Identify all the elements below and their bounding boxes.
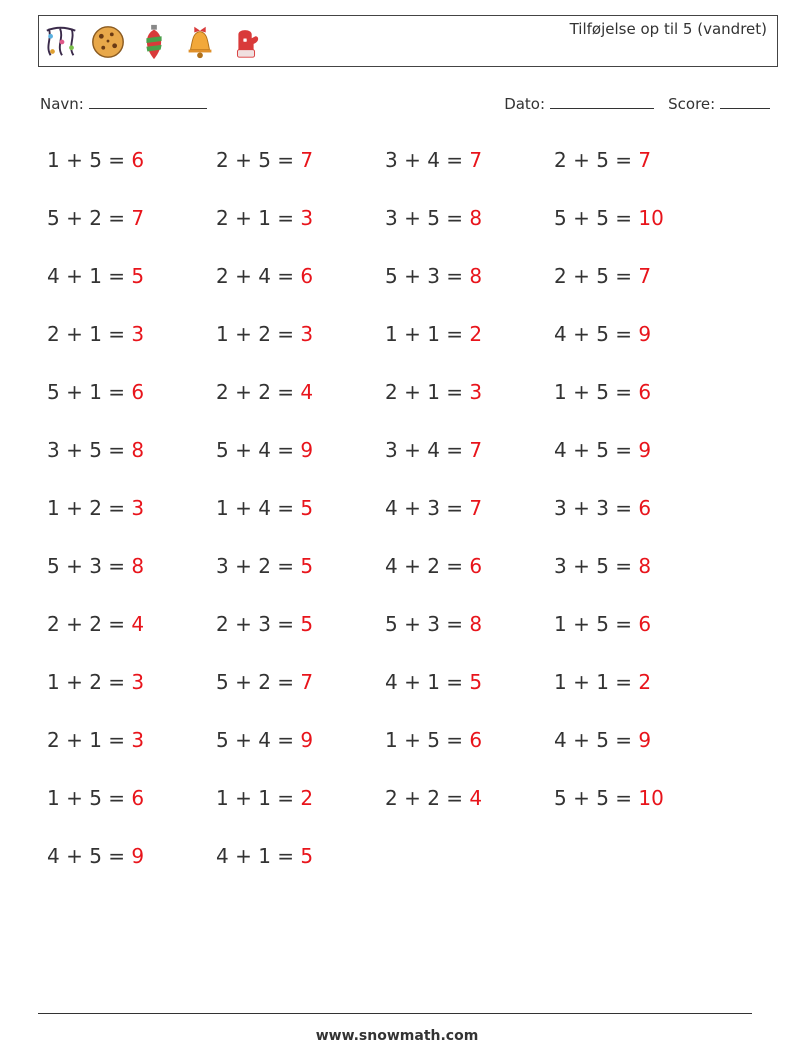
problem-item (385, 724, 554, 782)
ornament-icon (135, 23, 173, 61)
problem-question: 5 + 5 = (554, 206, 639, 230)
problem-question: 3 + 3 = (554, 496, 639, 520)
problem-question: 3 + 5 = (385, 206, 470, 230)
problem-item (385, 492, 554, 550)
problem-question: 2 + 5 = (554, 148, 639, 172)
problem-item (216, 260, 385, 318)
problem-question: 1 + 1 = (385, 322, 470, 346)
problem-answer: 5 (300, 496, 314, 520)
problem-question: 4 + 5 = (554, 322, 639, 346)
problem-question: 4 + 5 = (47, 844, 132, 868)
problem-item (216, 782, 385, 840)
problem-item (216, 202, 385, 260)
problem-answer: 8 (638, 554, 652, 578)
problem-question: 4 + 1 = (47, 264, 132, 288)
problem-item (47, 666, 216, 724)
problem-question: 1 + 4 = (216, 496, 301, 520)
problem-item (216, 492, 385, 550)
problem-question: 2 + 2 = (47, 612, 132, 636)
problem-grid (47, 144, 747, 898)
name-blank[interactable] (89, 94, 207, 109)
date-score-fields (504, 94, 770, 113)
problem-item (385, 666, 554, 724)
problem-question: 1 + 5 = (554, 612, 639, 636)
problem-answer: 7 (131, 206, 145, 230)
problem-question: 5 + 3 = (385, 612, 470, 636)
problem-question: 2 + 1 = (47, 728, 132, 752)
problem-item (554, 318, 723, 376)
problem-item (47, 202, 216, 260)
worksheet-title: Tilføjelse op til 5 (vandret) (569, 20, 767, 38)
problem-answer: 8 (131, 554, 145, 578)
problem-question: 5 + 2 = (216, 670, 301, 694)
problem-item (554, 202, 723, 260)
problem-question: 5 + 2 = (47, 206, 132, 230)
problem-answer: 5 (469, 670, 483, 694)
problem-item (385, 144, 554, 202)
problem-answer: 10 (638, 206, 664, 230)
problem-question: 3 + 4 = (385, 148, 470, 172)
problem-answer: 6 (638, 612, 652, 636)
problem-item (385, 782, 554, 840)
problem-item (216, 724, 385, 782)
problem-item (47, 782, 216, 840)
problem-question: 2 + 5 = (554, 264, 639, 288)
problem-question: 2 + 4 = (216, 264, 301, 288)
problem-question: 1 + 5 = (554, 380, 639, 404)
problem-answer: 5 (300, 612, 314, 636)
problem-item (385, 550, 554, 608)
name-field (40, 94, 207, 113)
problem-question: 4 + 3 = (385, 496, 470, 520)
problem-question: 2 + 2 = (385, 786, 470, 810)
problem-item (554, 492, 723, 550)
problem-item (47, 376, 216, 434)
footer-divider (38, 1013, 752, 1014)
problem-item (47, 260, 216, 318)
problem-answer: 8 (469, 206, 483, 230)
problem-answer: 6 (638, 496, 652, 520)
problem-question: 5 + 3 = (385, 264, 470, 288)
problem-answer: 6 (300, 264, 314, 288)
footer-url: www.snowmath.com (315, 1028, 479, 1044)
problem-question: 4 + 5 = (554, 728, 639, 752)
problem-question: 1 + 1 = (554, 670, 639, 694)
problem-item (216, 840, 385, 898)
problem-answer: 2 (638, 670, 652, 694)
problem-item (385, 318, 554, 376)
problem-answer: 8 (469, 264, 483, 288)
problem-item (47, 724, 216, 782)
problem-answer: 9 (300, 438, 314, 462)
problem-item (385, 202, 554, 260)
score-blank[interactable] (720, 94, 770, 109)
problem-question: 1 + 5 = (47, 786, 132, 810)
problem-question: 2 + 3 = (216, 612, 301, 636)
mitten-icon (227, 23, 265, 61)
problem-item (216, 434, 385, 492)
problem-item (216, 318, 385, 376)
problem-item (47, 550, 216, 608)
problem-answer: 7 (469, 496, 483, 520)
problem-item (554, 260, 723, 318)
problem-question: 5 + 1 = (47, 380, 132, 404)
problem-answer: 6 (131, 380, 145, 404)
problem-item (47, 318, 216, 376)
problem-item (385, 608, 554, 666)
problem-item (554, 608, 723, 666)
problem-item (385, 376, 554, 434)
problem-answer: 7 (638, 264, 652, 288)
problem-question: 2 + 5 = (216, 148, 301, 172)
problem-item (216, 608, 385, 666)
problem-answer: 3 (131, 728, 145, 752)
problem-item (554, 144, 723, 202)
problem-answer: 3 (131, 496, 145, 520)
problem-question: 5 + 4 = (216, 728, 301, 752)
problem-answer: 9 (300, 728, 314, 752)
problem-answer: 4 (469, 786, 483, 810)
problem-answer: 6 (469, 554, 483, 578)
problem-question: 2 + 1 = (385, 380, 470, 404)
problem-item (47, 492, 216, 550)
problem-question: 4 + 1 = (216, 844, 301, 868)
problem-question: 1 + 2 = (47, 670, 132, 694)
problem-answer: 3 (131, 670, 145, 694)
problem-answer: 4 (300, 380, 314, 404)
bell-icon (181, 23, 219, 61)
problem-question: 3 + 5 = (554, 554, 639, 578)
problem-answer: 2 (300, 786, 314, 810)
problem-answer: 5 (300, 554, 314, 578)
problem-item (554, 666, 723, 724)
problem-question: 2 + 2 = (216, 380, 301, 404)
problem-item (47, 434, 216, 492)
problem-answer: 6 (638, 380, 652, 404)
problem-answer: 9 (638, 728, 652, 752)
problem-question: 4 + 5 = (554, 438, 639, 462)
problem-answer: 2 (469, 322, 483, 346)
problem-question: 4 + 1 = (385, 670, 470, 694)
problem-question: 3 + 4 = (385, 438, 470, 462)
cookie-icon (89, 23, 127, 61)
problem-answer: 3 (300, 322, 314, 346)
problem-answer: 4 (131, 612, 145, 636)
problem-answer: 7 (638, 148, 652, 172)
problem-answer: 6 (469, 728, 483, 752)
problem-question: 2 + 1 = (216, 206, 301, 230)
problem-question: 5 + 3 = (47, 554, 132, 578)
name-label: Navn: (40, 95, 84, 113)
problem-item (554, 376, 723, 434)
problem-answer: 7 (300, 670, 314, 694)
problem-item (47, 840, 216, 898)
worksheet-header (38, 15, 778, 67)
problem-answer: 3 (469, 380, 483, 404)
problem-item (554, 782, 723, 840)
problem-item (554, 550, 723, 608)
problem-question: 3 + 5 = (47, 438, 132, 462)
problem-item (216, 144, 385, 202)
problem-answer: 3 (131, 322, 145, 346)
problem-item (385, 434, 554, 492)
problem-question: 3 + 2 = (216, 554, 301, 578)
problem-answer: 10 (638, 786, 664, 810)
problem-item (216, 550, 385, 608)
problem-item (554, 724, 723, 782)
problem-item (47, 608, 216, 666)
problem-question: 1 + 2 = (216, 322, 301, 346)
problem-question: 1 + 5 = (47, 148, 132, 172)
problem-answer: 9 (131, 844, 145, 868)
problem-answer: 8 (131, 438, 145, 462)
lights-icon (43, 23, 81, 61)
problem-question: 1 + 5 = (385, 728, 470, 752)
icon-strip (43, 22, 265, 62)
problem-question: 5 + 4 = (216, 438, 301, 462)
date-blank[interactable] (550, 94, 654, 109)
problem-answer: 7 (469, 148, 483, 172)
problem-question: 1 + 2 = (47, 496, 132, 520)
problem-answer: 7 (300, 148, 314, 172)
problem-answer: 7 (469, 438, 483, 462)
problem-answer: 8 (469, 612, 483, 636)
problem-question: 2 + 1 = (47, 322, 132, 346)
problem-answer: 9 (638, 438, 652, 462)
problem-answer: 9 (638, 322, 652, 346)
problem-question: 5 + 5 = (554, 786, 639, 810)
problem-answer: 6 (131, 786, 145, 810)
problem-question: 1 + 1 = (216, 786, 301, 810)
problem-item (216, 376, 385, 434)
problem-item (47, 144, 216, 202)
problem-answer: 5 (131, 264, 145, 288)
problem-item (385, 260, 554, 318)
score-label: Score: (668, 95, 716, 113)
problem-answer: 6 (131, 148, 145, 172)
problem-item (554, 434, 723, 492)
problem-question: 4 + 2 = (385, 554, 470, 578)
date-label: Dato: (504, 95, 546, 113)
problem-item (216, 666, 385, 724)
problem-answer: 5 (300, 844, 314, 868)
problem-answer: 3 (300, 206, 314, 230)
